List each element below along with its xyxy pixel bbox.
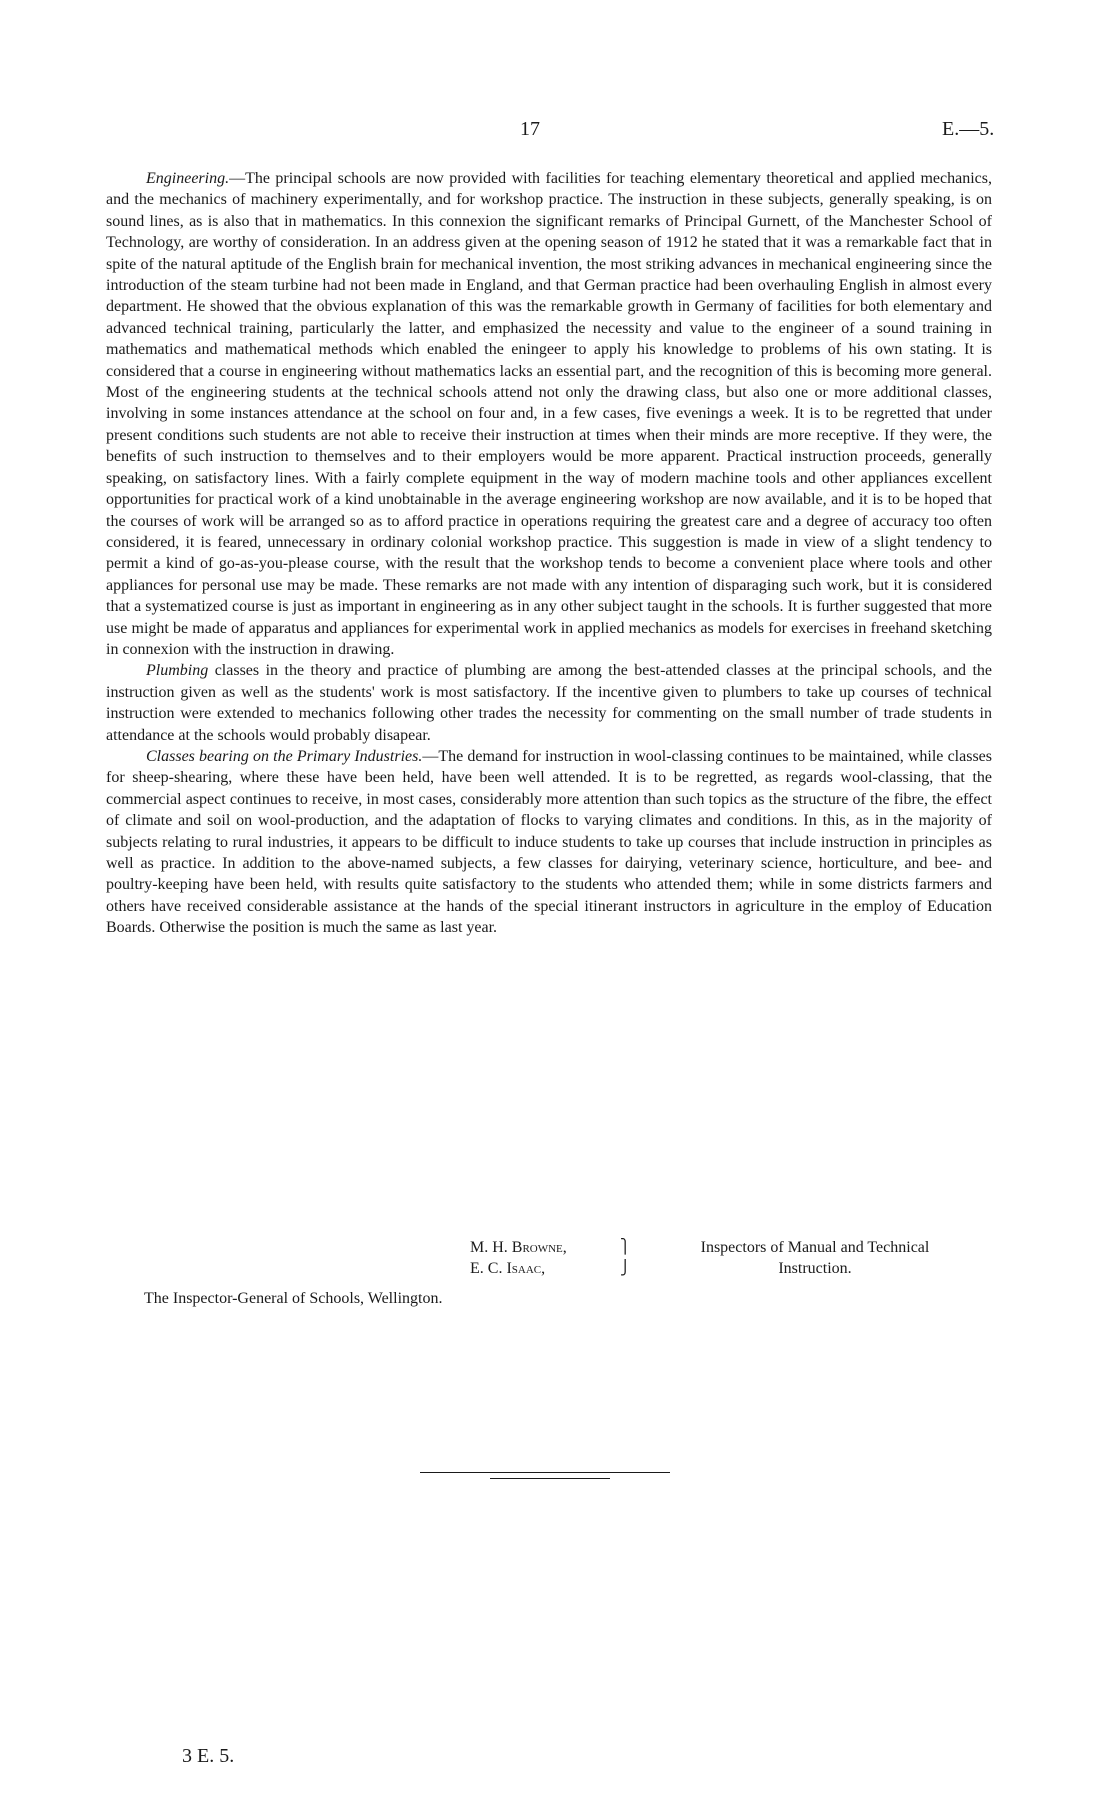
paragraph-engineering [106,168,992,660]
divider-rule [420,1472,670,1473]
brace-top: ⎫ [620,1240,631,1255]
paragraph-primary-industries [106,746,992,939]
brace-bottom: ⎭ [620,1261,631,1276]
paragraph-text: classes in the theory and practice of plumbing are among the best-attended classes at the principal schools, and the instruction given as well as the students' work is most satisfactory. If the incentive given to plumbers to take up courses of technical instruction were extended to mechanics following other trades the necessity for commenting on the small number of trade students in attendance at the schools would probably disapear. [106,662,992,744]
report-body [106,168,992,939]
paragraph-heading: Plumbing [146,662,209,680]
paragraph-plumbing [106,660,992,746]
addressee: The Inspector-General of Schools, Wellington. [144,1290,443,1307]
paragraph-text: —The principal schools are now provided with facilities for teaching elementary theoretical and applied mechanics, and the mechanics of machinery experimentally, and for workshop practice. The instruction in these subjects, generally speaking, is on sound lines, as is also that in mathematics. In this connexion the significant remarks of Principal Gurnett, of the Manchester School of Technology, are worthy of consideration. In an address given at the opening season of 1912 he stated that it was a remarkable fact that in spite of the natural aptitude of the English brain for mechanical invention, the most striking advances in mechanical engineering since the introduction of the steam turbine had not been made in England, and that German practice had been overhauling English in almost every department. He showed that the obvious explanation of this was the remarkable growth in Germany of facilities for both elementary and advanced technical training, particularly the latter, and emphasized the necessity and value to the engineer of a sound training in mathematics and mathematical methods which enabled the eningeer to apply his knowledge to problems of his own stating. It is considered that a course in engineering without mathematics lacks an essential part, and the recognition of this is becoming more general. Most of the engineering students at the technical schools attend not only the drawing class, but also one or more additional classes, involving in some instances attendance at the school on four and, in a few cases, five evenings a week. It is to be regretted that under present conditions such students are not able to receive their instruction at times when their minds are more receptive. If they were, the benefits of such instruction to themselves and to their employers would be more apparent. Practical instruction proceeds, generally speaking, on satisfactory lines. With a fairly complete equipment in the way of modern machine tools and other appliances excellent opportunities for practical work of a kind unobtainable in the average engineering workshop are now available, and it is to be hoped that the courses of work will be arranged so as to afford practice in operations requiring the greatest care and a degree of accuracy too often considered, it is feared, unnecessary in ordinary colonial workshop practice. This suggestion is made in view of a slight tendency to permit a kind of go-as-you-please course, with the result that the workshop tends to become a convenient place where tools and other appliances for personal use may be made. These remarks are not made with any intention of disparaging such work, but it is considered that a systematized course is just as important in engineering as in any other subject taught in the schools. It is further suggested that more use might be made of apparatus and appliances for experimental work in applied mechanics as models for exercises in freehand sketching in connexion with the instruction in drawing. [106,170,992,658]
signatory-title: Inspectors of Manual and Technical [700,1239,930,1256]
paragraph-heading: Engineering. [146,170,230,187]
signatory-title: Instruction. [778,1260,852,1277]
document-code: E.—5. [942,118,995,140]
footer-code: 3 E. 5. [182,1745,235,1767]
page-number: 17 [520,118,540,140]
divider-rule-short [490,1478,610,1479]
signatory-name: E. C. Isaac, [470,1260,546,1277]
signature-block [470,1237,990,1279]
signatory-name: M. H. Browne, [470,1239,567,1256]
paragraph-text: —The demand for instruction in wool-classing continues to be maintained, while classes for sheep-shearing, where these have been held, have been well attended. It is to be regretted, as regards wool-classing, that the commercial aspect continues to receive, in most cases, considerably more attention than such topics as the structure of the fibre, the effect of climate and soil on wool-production, and the adaptation of flocks to varying climates and conditions. In this, as in the majority of subjects relating to rural industries, it appears to be difficult to induce students to take up courses that include instruction in principles as well as practice. In addition to the above-named subjects, a few classes for dairying, veterinary science, horticulture, and bee- and poultry-keeping have been held, with results quite satisfactory to the students who attended them; while in some districts farmers and others have received considerable assistance at the hands of the special itinerant instructors in agriculture in the employ of Education Boards. Otherwise the position is much the same as last year. [106,747,992,937]
paragraph-heading: Classes bearing on the Primary Industries. [146,747,423,765]
